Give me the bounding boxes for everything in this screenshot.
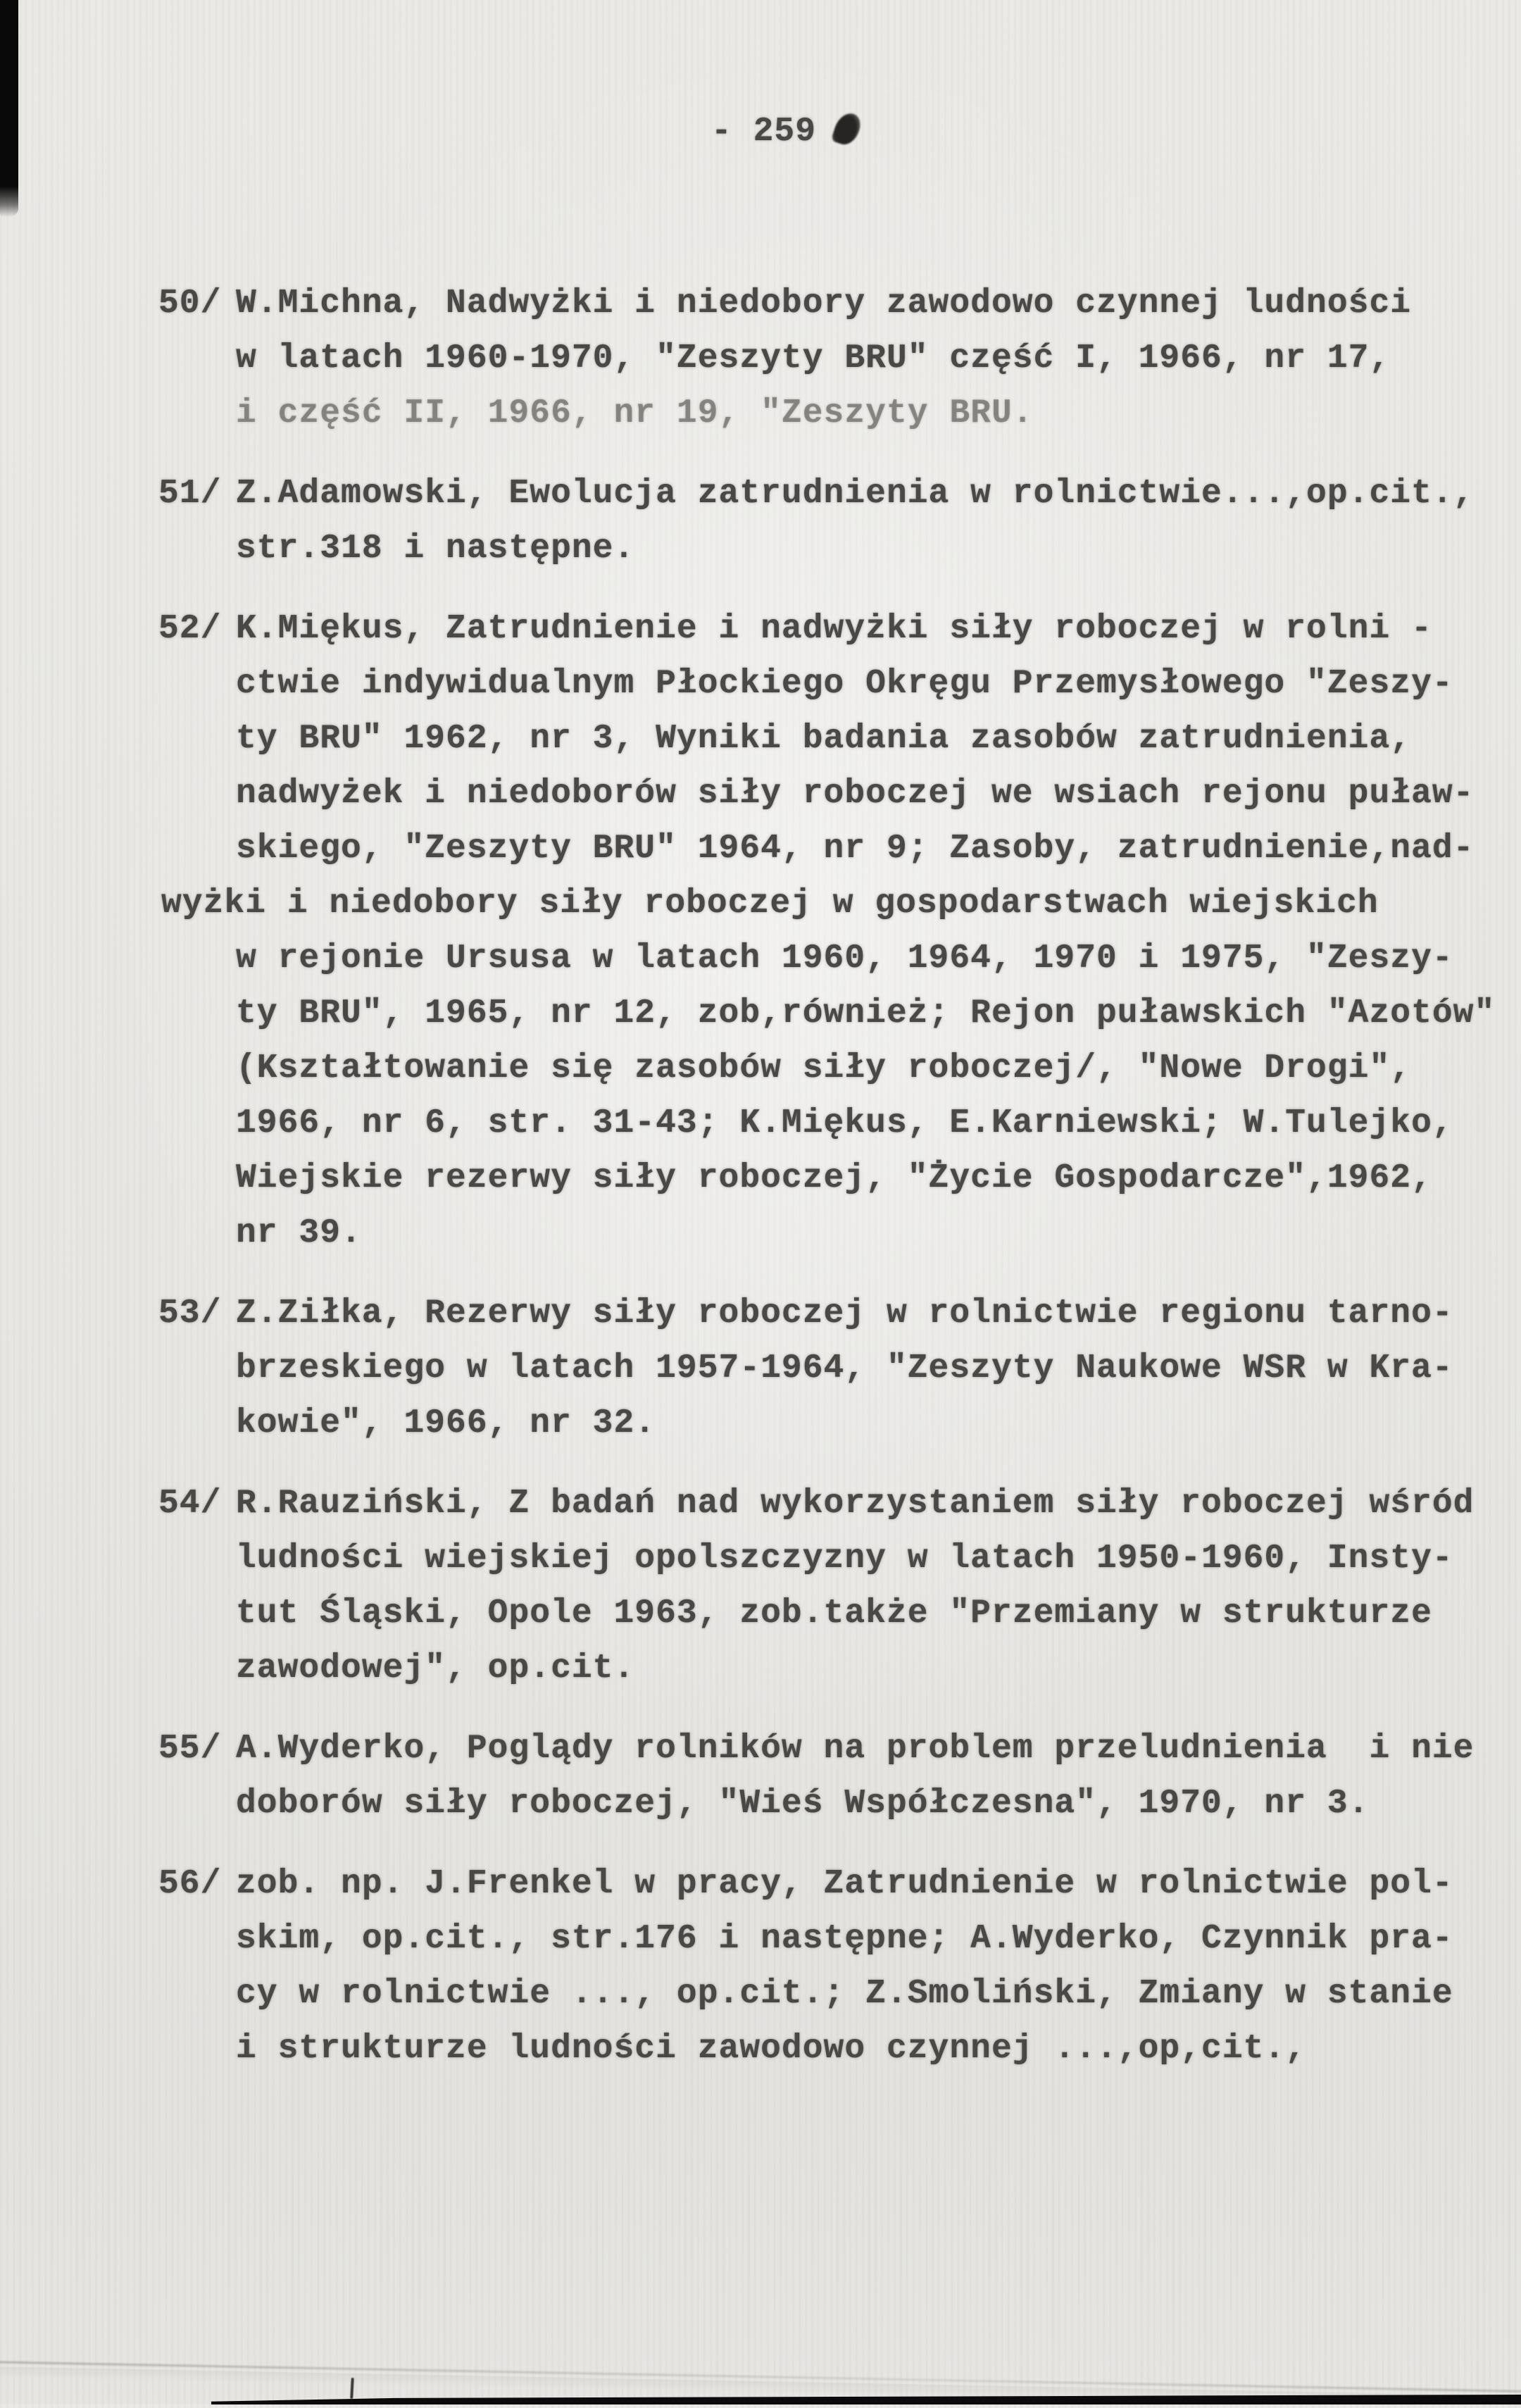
footnote-marker: 55/ [158, 1730, 222, 1768]
footnote-line [158, 1286, 1521, 1341]
scan-artifact-bottom-tick [350, 2378, 354, 2399]
footnote-line: (Kształtowanie się zasobów siły roboczej/, "Nowe Drogi", [236, 1049, 1412, 1087]
footnote-text: W.Michna, Nadwyżki i niedobory zawodowo czynnej ludności [236, 285, 1412, 323]
footnote-line [158, 601, 1521, 656]
footnote-text: K.Miękus, Zatrudnienie i nadwyżki siły roboczej w rolni - [236, 610, 1432, 648]
footnote-line: nadwyżek i niedoborów siły roboczej we wsiach rejonu puław- [236, 775, 1475, 813]
page-number: - 259 [711, 113, 817, 151]
footnote-line: Wiejskie rezerwy siły roboczej, "Życie Gospodarcze",1962, [236, 1159, 1432, 1197]
footnote-line: ludności wiejskiej opolszczyzny w latach 1950-1960, Insty- [236, 1540, 1453, 1578]
footnote-marker: 51/ [158, 475, 222, 513]
scan-artifact-top-left [0, 0, 18, 217]
footnote-line: kowie", 1966, nr 32. [236, 1404, 656, 1442]
footnote-line: ctwie indywidualnym Płockiego Okręgu Przemysłowego "Zeszy- [236, 665, 1453, 703]
footnote-line: brzeskiego w latach 1957-1964, "Zeszyty Naukowe WSR w Kra- [236, 1349, 1453, 1387]
footnote-line: cy w rolnictwie ..., op.cit.; Z.Smoliński, Zmiany w stanie [236, 1975, 1453, 2013]
footnote-line: skiego, "Zeszyty BRU" 1964, nr 9; Zasoby, zatrudnienie,nad- [236, 830, 1475, 868]
footnote-text: Z.Adamowski, Ewolucja zatrudnienia w rolnictwie...,op.cit., [236, 475, 1475, 513]
footnote-entry [158, 601, 1521, 1261]
footnote-line: w rejonie Ursusa w latach 1960, 1964, 1970 i 1975, "Zeszy- [236, 940, 1453, 978]
footnote-marker: 53/ [158, 1295, 222, 1333]
footnote-line: wyżki i niedobory siły roboczej w gospodarstwach wiejskich [161, 885, 1379, 923]
footnote-line: i część II, 1966, nr 19, "Zeszyty BRU. [236, 394, 1034, 432]
footnote-line: ty BRU" 1962, nr 3, Wyniki badania zasobów zatrudnienia, [236, 720, 1412, 758]
footnote-line: zawodowej", op.cit. [236, 1649, 635, 1688]
footnote-entry [158, 276, 1521, 441]
footnote-line: tut Śląski, Opole 1963, zob.także "Przemiany w strukturze [236, 1595, 1432, 1633]
footnote-line [158, 1857, 1521, 1911]
footnote-marker: 56/ [158, 1865, 222, 1903]
footnote-line: nr 39. [236, 1214, 362, 1252]
footnote-list [158, 276, 1521, 2102]
footnote-entry [158, 1857, 1521, 2076]
footnote-marker: 52/ [158, 610, 222, 648]
footnote-line: doborów siły roboczej, "Wieś Współczesna", 1970, nr 3. [236, 1785, 1370, 1823]
footnote-line [158, 1476, 1521, 1531]
footnote-entry [158, 1476, 1521, 1696]
footnote-marker: 54/ [158, 1485, 222, 1523]
footnote-line: 1966, nr 6, str. 31-43; K.Miękus, E.Karniewski; W.Tulejko, [236, 1104, 1453, 1142]
footnote-text: Z.Ziłka, Rezerwy siły roboczej w rolnictwie regionu tarno- [236, 1295, 1453, 1333]
footnote-entry [158, 1721, 1521, 1831]
footnote-entry [158, 466, 1521, 576]
footnote-line: str.318 i następne. [236, 530, 635, 568]
footnote-entry [158, 1286, 1521, 1451]
footnote-line: w latach 1960-1970, "Zeszyty BRU" część I, 1966, nr 17, [236, 339, 1391, 378]
footnote-line: ty BRU", 1965, nr 12, zob,również; Rejon puławskich "Azotów" [236, 994, 1496, 1033]
footnote-marker: 50/ [158, 285, 222, 323]
ink-blot-mark [831, 110, 864, 148]
footnote-line: skim, op.cit., str.176 i następne; A.Wyderko, Czynnik pra- [236, 1920, 1453, 1958]
footnote-line [158, 276, 1521, 331]
scan-artifact-bottom-strip [211, 2395, 1521, 2404]
footnote-text: R.Rauziński, Z badań nad wykorzystaniem siły roboczej wśród [236, 1485, 1475, 1523]
footnote-line [158, 466, 1521, 521]
footnote-text: A.Wyderko, Poglądy rolników na problem przeludnienia i nie [236, 1730, 1475, 1768]
footnote-line [158, 1721, 1521, 1776]
footnote-text: zob. np. J.Frenkel w pracy, Zatrudnienie w rolnictwie pol- [236, 1865, 1453, 1903]
footnote-line: i strukturze ludności zawodowo czynnej ...,op,cit., [236, 2030, 1307, 2068]
